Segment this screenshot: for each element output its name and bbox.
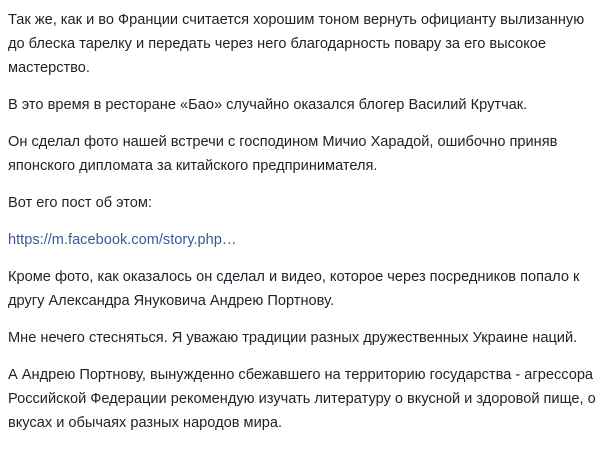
post-paragraph: Мне нечего стесняться. Я уважаю традиции разных дружественных Украине наций. bbox=[8, 330, 578, 346]
post-paragraph: Вот его пост об этом: bbox=[8, 195, 152, 211]
post-paragraph: Кроме фото, как оказалось он сделал и видео, которое через посредников попало к другу Александра Януковича Андрею Портнову. bbox=[8, 269, 580, 309]
post-paragraph: Он сделал фото нашей встречи с господином Мичио Харадой, ошибочно приняв японского дипломата за китайского предпринимателя. bbox=[8, 134, 558, 174]
post-paragraph: Так же, как и во Франции считается хорошим тоном вернуть официанту вылизанную до блеска тарелку и передать через него благодарность повару за его высокое мастерство. bbox=[8, 12, 585, 76]
facebook-story-link[interactable]: https://m.facebook.com/story.php… bbox=[8, 232, 237, 248]
post-paragraph: В это время в ресторане «Бао» случайно оказался блогер Василий Крутчак. bbox=[8, 97, 528, 113]
post-paragraph: А Андрею Портнову, вынужденно сбежавшего на территорию государства - агрессора Российской Федерации рекомендую изучать литературу о вкусной и здоровой пище, о вкусах и обычаях разных народов мира. bbox=[8, 367, 596, 431]
